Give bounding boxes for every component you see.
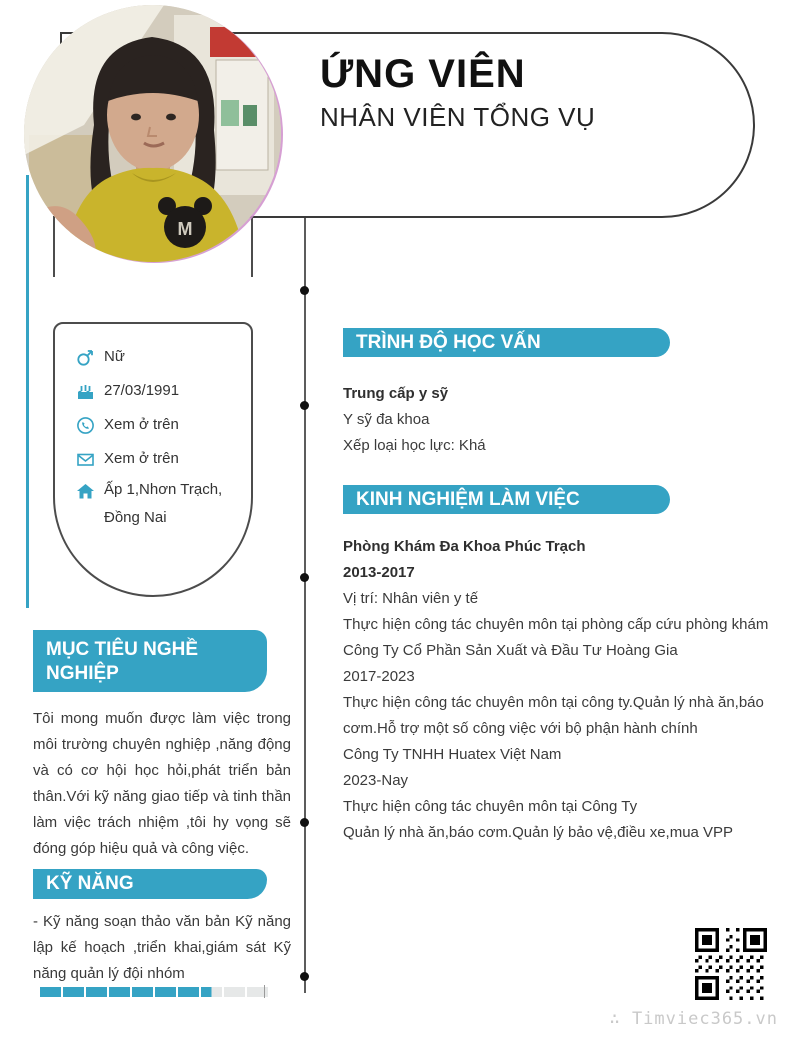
qr-code: [695, 928, 767, 1000]
experience-line: 2023-Nay: [343, 772, 409, 789]
timeline-dot: [300, 972, 309, 981]
education-line: Xếp loại học lực: Khá: [343, 437, 486, 454]
timeline-dot: [300, 401, 309, 410]
experience-line: 2013-2017: [343, 564, 415, 581]
education-heading-bar: [343, 328, 670, 357]
skill-segment: [224, 987, 245, 997]
objective-heading-bar: [33, 630, 267, 692]
education-heading: TRÌNH ĐỘ HỌC VẤN: [356, 332, 541, 353]
timeline-dot: [300, 818, 309, 827]
info-item-address: [75, 476, 251, 532]
phone-value: Xem ở trên: [104, 416, 179, 433]
experience-line: 2017-2023: [343, 668, 415, 685]
experience-line: Thực hiện công tác chuyên môn tại Công Ty: [343, 798, 638, 815]
skill-segment: [132, 987, 153, 997]
address-value: Ấp 1,Nhơn Trạch, Đồng Nai: [104, 481, 223, 526]
skill-segment: [201, 987, 222, 997]
experience-line: Thực hiện công tác chuyên môn tại phòng cấp cứu phòng khám: [343, 616, 769, 633]
experience-line: Công Ty Cổ Phần Sản Xuất và Đầu Tư Hoàng Gia: [343, 642, 678, 659]
candidate-name: ỨNG VIÊN: [320, 52, 526, 96]
accent-line: [26, 175, 29, 608]
timeline-dot: [300, 573, 309, 582]
experience-line: Vị trí: Nhân viên y tế: [343, 590, 479, 607]
experience-line: Quản lý nhà ăn,báo cơm.Quản lý bảo vệ,điều xe,mua VPP: [343, 824, 734, 841]
info-item-email: [75, 442, 251, 476]
info-item-gender: [75, 340, 251, 374]
gender-icon: [75, 347, 95, 367]
experience-line: Phòng Khám Đa Khoa Phúc Trạch: [343, 538, 586, 555]
candidate-title: NHÂN VIÊN TỔNG VỤ: [320, 102, 596, 132]
timeline-dot: [300, 286, 309, 295]
timeline-line: [304, 218, 306, 993]
email-value: Xem ở trên: [104, 450, 179, 467]
profile-info-box: [53, 322, 253, 597]
svg-text:M: M: [177, 219, 193, 239]
skill-segment: [40, 987, 61, 997]
gender-value: Nữ: [104, 348, 125, 365]
experience-line: Thực hiện công tác chuyên môn tại công ty.Quản lý nhà ăn,báo cơm.Hỗ trợ một số công việc với bộ phận hành chính: [343, 694, 764, 737]
info-item-birthday: [75, 374, 251, 408]
experience-heading-bar: [343, 485, 670, 514]
skill-segment: [63, 987, 84, 997]
skill-level-bar: [40, 987, 268, 997]
phone-icon: [75, 415, 95, 435]
footer-brand: [609, 1009, 778, 1029]
home-icon: [75, 481, 95, 501]
birthday-icon: [75, 381, 95, 401]
skills-heading-bar: [33, 869, 267, 899]
profile-photo: [24, 5, 281, 262]
skill-segment: [178, 987, 199, 997]
email-icon: [75, 449, 95, 469]
experience-block: [343, 534, 795, 846]
education-line: Trung cấp y sỹ: [343, 385, 449, 402]
education-block: [343, 381, 793, 459]
info-item-phone: [75, 408, 251, 442]
objective-text: Tôi mong muốn được làm việc trong môi trường chuyên nghiệp ,năng động và có cơ hội học hỏi,phát triển bản thân.Với kỹ năng giao tiếp và tinh thần làm việc trách nhiệm ,tôi hy vọng sẽ đóng góp hiệu quả và công việc.: [33, 710, 291, 857]
footer-logo-icon: ∴: [609, 1009, 621, 1029]
education-line: Y sỹ đa khoa: [343, 411, 430, 428]
experience-line: Công Ty TNHH Huatex Việt Nam: [343, 746, 562, 763]
footer-brand-text: Timviec365.vn: [631, 1009, 778, 1029]
birthday-value: 27/03/1991: [104, 382, 180, 399]
skill-segment: [155, 987, 176, 997]
skill-segment: [109, 987, 130, 997]
skills-heading: KỸ NĂNG: [46, 873, 134, 894]
skill-segment: [86, 987, 107, 997]
experience-heading: KINH NGHIỆM LÀM VIỆC: [356, 489, 580, 510]
skill-bar-endcap: [264, 985, 265, 998]
objective-heading: MỤC TIÊU NGHỀ NGHIỆP: [46, 639, 198, 684]
skills-text: - Kỹ năng soạn thảo văn bản Kỹ năng lập kế hoạch ,triển khai,giám sát Kỹ năng quản lý đội nhóm: [33, 913, 291, 982]
